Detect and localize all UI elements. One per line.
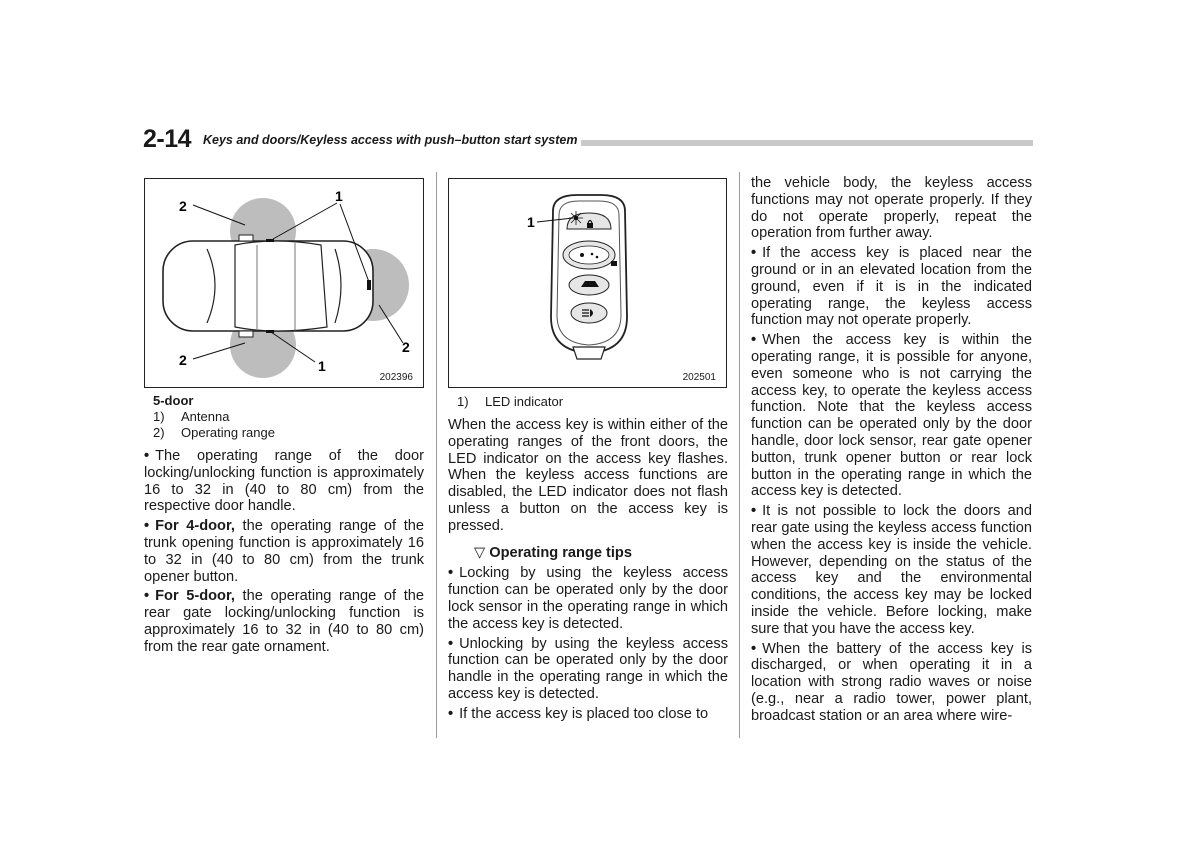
mirror-right [239,331,253,337]
legend-row [144,409,424,425]
emblem-star [596,256,599,259]
paragraph: When the access key is within either of the operating ranges of the front doors, the LED indicator on the access key flashes. When the keyless access functions are disabled, the LED indicator does not flash unless a button on the access key is pressed. [448,417,728,534]
lock-icon [587,223,593,228]
section-title: Keys and doors/Keyless access with push–button start system [199,132,581,148]
legend-row [144,425,424,441]
figure2-caption [448,394,728,410]
paragraph-text: The operating range of the door locking/unlocking function is approximately 16 to 32 in (40 to 80 cm) from the respective door handle. [144,448,424,515]
paragraph [144,518,424,585]
bullet-item [448,565,728,632]
bullet-item [448,636,728,703]
unlock-icon [611,261,617,266]
callout-2-right: 2 [402,339,410,355]
legend-label: Operating range [181,425,275,440]
page-number: 2-14 [143,124,199,154]
paragraph: the vehicle body, the keyless access functions may not operate properly. If they do not operate properly, repeat the operation from further away. [751,175,1032,242]
antenna-left [266,239,274,242]
callout-1-top: 1 [335,188,343,204]
emblem-star [591,253,594,256]
subheading [474,545,728,562]
bullet-icon: • [751,640,757,657]
page-header [143,124,1033,154]
bullet-text: If the access key is placed too close to [459,705,709,722]
column-2-text [448,417,728,726]
car-diagram [145,179,423,387]
bullet-icon: • [144,448,150,464]
column-1-text [144,448,424,659]
figure-code: 202501 [682,372,716,383]
column-divider-2 [739,172,740,738]
bullet-icon: • [751,332,757,349]
bullet-item [448,706,728,723]
callout-1-led: 1 [527,214,535,230]
key-diagram [449,179,726,387]
legend-label: LED indicator [485,394,564,409]
bullet-icon: • [144,518,150,535]
figure-access-key [448,178,727,388]
paragraph [144,448,424,515]
bullet-text: Locking by using the keyless access function can be operated only by the door lock sensor in the operating range in which the access key is detected. [448,565,728,632]
legend-num: 2) [153,425,165,440]
legend-row [448,394,728,410]
legend-num: 1) [457,394,469,409]
bullet-text: It is not possible to lock the doors and rear gate using the keyless access function when the access key is inside the vehicle. However, depending on the status of the access key and the environmental conditions, the access key may be locked inside the vehicle. Before locking, make sure that you have the access key. [751,503,1032,637]
mirror-left [239,235,253,241]
callout-2-bottom: 2 [179,352,187,368]
bullet-icon: • [144,588,150,605]
legend-label: Antenna [181,409,230,424]
figure1-caption [144,393,424,441]
bullet-text: If the access key is placed near the ground or in an elevated location from the ground, even if it is in the indicated operating range, the keyless access function may not operate properly. [751,245,1032,329]
bullet-item [751,332,1032,500]
bullet-item [751,503,1032,637]
paragraph-lead: For 5-door, [155,588,235,605]
paragraph-text: the operating range of the rear gate locking/unlocking function is approximately 16 to 32 in (40 to 80 cm) from the rear gate ornament. [144,588,424,655]
bullet-icon: • [751,245,757,262]
paragraph [144,588,424,655]
car-roof [235,241,327,331]
bullet-icon: • [448,635,454,652]
key-ring-tab [573,347,605,359]
brand-emblem [569,246,609,264]
bullet-icon: • [751,503,757,520]
emblem-star [580,253,584,257]
legend-num: 1) [153,409,165,424]
caption-title: 5-door [153,393,194,408]
column-divider-1 [436,172,437,738]
column-3-text [751,175,1032,728]
subheading-text: Operating range tips [489,544,632,561]
bullet-icon: • [448,705,454,722]
paragraph-text: the operating range of the trunk opening function is approximately 16 to 32 in (40 to 80 cm) from the trunk opener button. [144,518,424,585]
antenna-right [266,330,274,333]
bullet-text: Unlocking by using the keyless access function can be operated only by the door handle in the operating range in which the access key is detected. [448,635,728,702]
bullet-item [751,641,1032,725]
bullet-icon: • [448,565,454,582]
figure-car-operating-range [144,178,424,388]
callout-1-bottom: 1 [318,358,326,374]
triangle-down-icon: ▽ [474,544,486,561]
paragraph-lead: For 4-door, [155,518,235,535]
bullet-text: When the battery of the access key is discharged, or when operating it in a location with strong radio waves or noise (e.g., near a radio tower, power plant, broadcast station or an area where wire- [751,640,1032,724]
bullet-item [751,245,1032,329]
bullet-text: When the access key is within the operating range, it is possible for anyone, even someone who is not carrying the access key, to operate the keyless access function. Note that the keyless access function can be operated only by the door handle, door lock sensor, rear gate opener button, trunk opener button or rear lock button in the operating range in which the access key is detected. [751,332,1032,500]
figure-code: 202396 [379,372,413,383]
callout-2-top: 2 [179,198,187,214]
